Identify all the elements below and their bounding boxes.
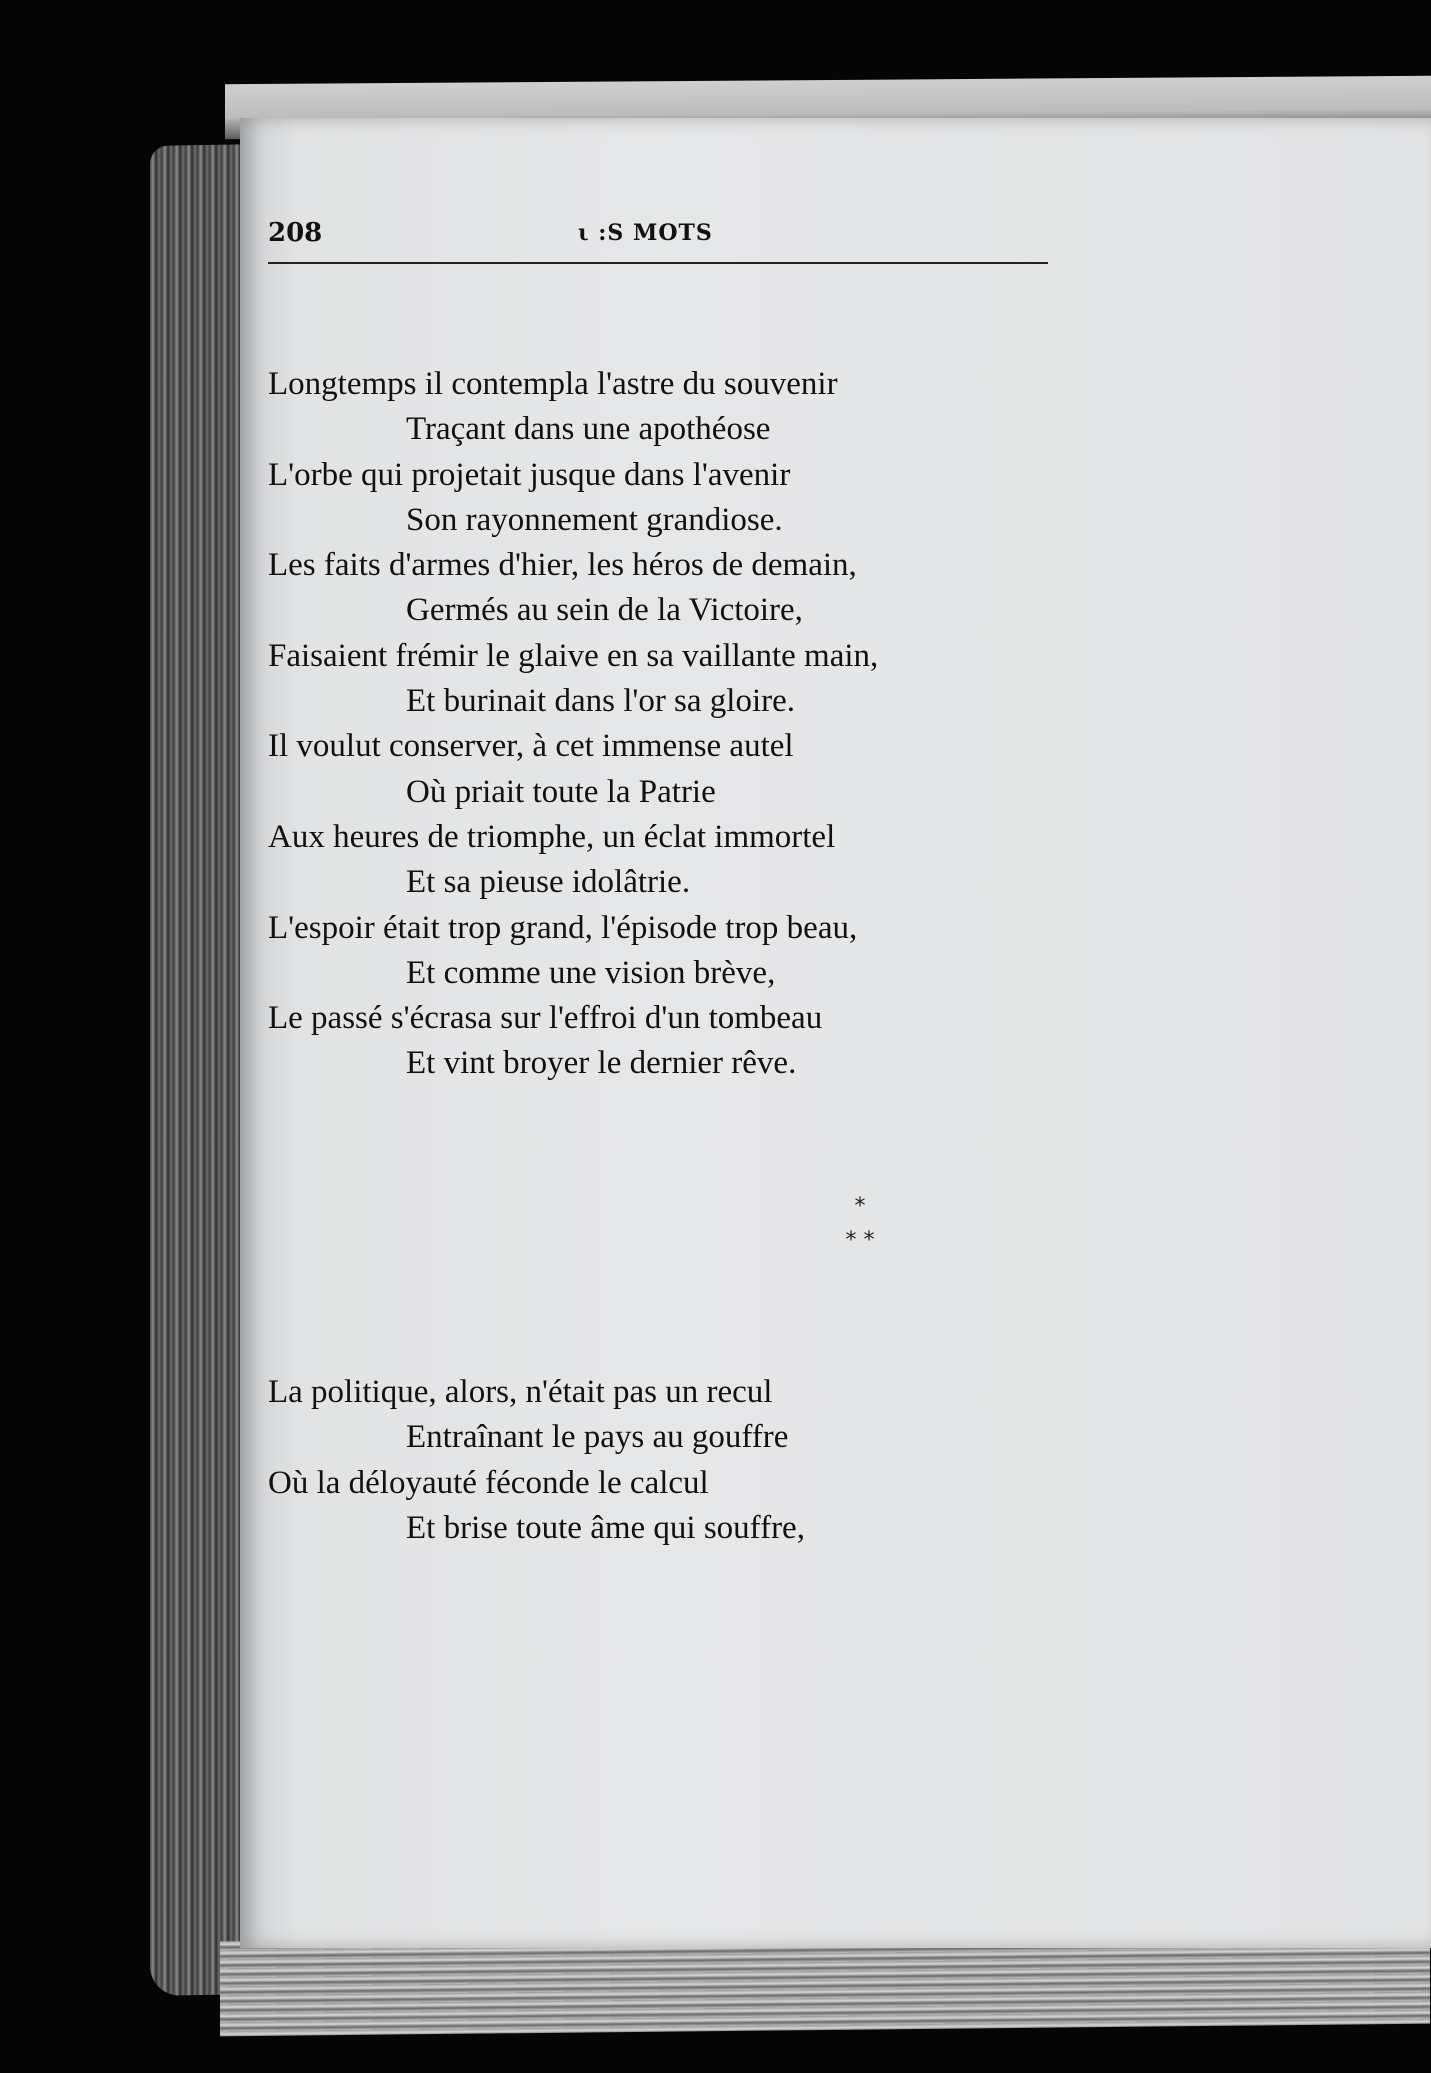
poem-line: Il voulut conserver, à cet immense autel [268,728,794,765]
asterism-bottom: * * [845,1228,875,1253]
poem-line: Et comme une vision brève, [406,954,776,991]
poem-line: Les faits d'armes d'hier, les héros de demain, [268,547,857,584]
poem-line: Longtemps il contempla l'astre du souvenir [268,366,838,402]
asterism-separator [800,1190,920,1258]
header-rule [268,262,1048,264]
poem-line: Le passé s'écrasa sur l'effroi d'un tombeau [268,1000,823,1037]
poem-line: Aux heures de triomphe, un éclat immortel [268,818,836,855]
poem-line: Et sa pieuse idolâtrie. [406,864,691,901]
poem-line: Germés au sein de la Victoire, [406,592,803,629]
poem-line: Où priait toute la Patrie [406,773,716,810]
poem-line: Son rayonnement grandiose. [406,501,783,538]
poem-line: La politique, alors, n'était pas un recul [268,1374,773,1410]
poem-line: Entraînant le pays au gouffre [406,1419,789,1456]
poem-line: Faisaient frémir le glaive en sa vaillante main, [268,637,879,674]
poem-line: Et brise toute âme qui souffre, [406,1509,805,1546]
poem-stanza-1 [268,362,878,1087]
poem-line: Et vint broyer le dernier rêve. [406,1045,797,1082]
poem-line: L'orbe qui projetait jusque dans l'avenir [268,456,791,493]
poem-stanza-2 [268,1370,805,1551]
poem-line: L'espoir était trop grand, l'épisode trop beau, [268,909,858,946]
running-head: ι :S MOTS [578,220,713,246]
page-number: 208 [268,218,323,248]
poem-line: Traçant dans une apothéose [406,411,771,448]
asterism-top: * [854,1194,866,1219]
poem-line: Et burinait dans l'or sa gloire. [406,683,796,720]
poem-line: Où la déloyauté féconde le calcul [268,1464,709,1501]
